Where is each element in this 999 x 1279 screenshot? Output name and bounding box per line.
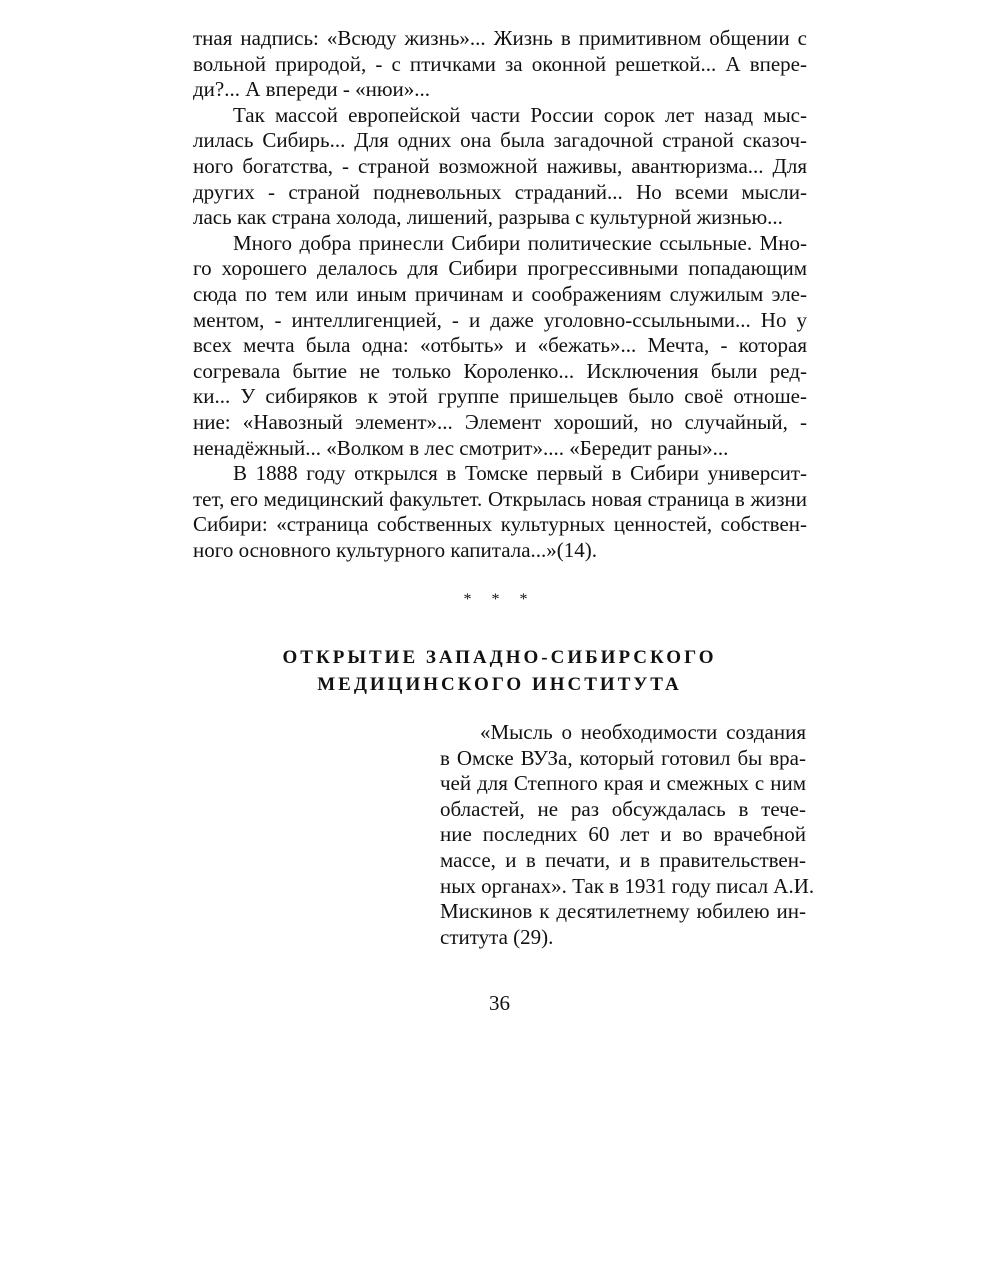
epigraph-line: массе, и в печати, и в правительствен- xyxy=(440,847,806,872)
epigraph xyxy=(440,720,815,950)
paragraph-1 xyxy=(193,26,807,103)
epigraph-line: ние последних 60 лет и во врачебной xyxy=(440,822,806,847)
page-number: 36 xyxy=(489,991,510,1015)
text-line: ди?... А впереди - «нюи»... xyxy=(193,77,431,102)
section-separator: * * * xyxy=(463,591,536,608)
text-line: тная надпись: «Всюду жизнь»... Жизнь в примитивном общении с xyxy=(193,26,807,50)
paragraph-2 xyxy=(193,103,807,231)
epigraph-line: ститута (29). xyxy=(440,924,554,949)
text-line: всех мечта была одна: «отбыть» и «бежать»... Мечта, - которая xyxy=(193,333,807,358)
body-text xyxy=(193,26,807,563)
text-line: Так массой европейской части России сорок лет назад мыс- xyxy=(233,102,807,127)
epigraph-line: «Мысль о необходимости создания xyxy=(480,720,806,744)
text-line: ного основного культурного капитала...»(14). xyxy=(193,537,598,562)
text-line: Сибири: «страница собственных культурных ценностей, собствен- xyxy=(193,512,807,537)
heading-line: МЕДИЦИНСКОГО ИНСТИТУТА xyxy=(317,674,682,695)
text-line: сюда по тем или иным причинам и соображениям служилым эле- xyxy=(193,281,807,306)
text-line: ки... У сибиряков к этой группе пришельцев было своё отноше- xyxy=(193,384,807,409)
paragraph-3 xyxy=(193,231,807,461)
epigraph-line: чей для Степного края и смежных с ним xyxy=(440,771,806,796)
epigraph-line: в Омске ВУЗа, который готовил бы вра- xyxy=(440,745,806,770)
text-line: го хорошего делалось для Сибири прогрессивными попадающим xyxy=(193,256,807,281)
text-line: согревала бытие не только Короленко... Исключения были ред- xyxy=(193,358,807,383)
section-heading xyxy=(0,644,999,698)
text-line: Много добра принесли Сибири политические ссыльные. Мно- xyxy=(233,230,807,255)
epigraph-line: Мискинов к десятилетнему юбилею ин- xyxy=(440,899,806,924)
epigraph-line: областей, не раз обсуждалась в тече- xyxy=(440,796,806,821)
text-line: ментом, - интеллигенцией, - и даже уголовно-ссыльными... Но у xyxy=(193,307,807,332)
text-line: других - страной подневольных страданий... Но всеми мысли- xyxy=(193,179,807,204)
text-line: тет, его медицинский факультет. Открылась новая страница в жизни xyxy=(193,486,807,511)
text-line: лась как страна холода, лишений, разрыва с культурной жизнью... xyxy=(193,205,783,230)
text-line: лилась Сибирь... Для одних она была загадочной страной сказоч- xyxy=(193,128,807,153)
text-line: ного богатства, - страной возможной наживы, авантюризма... Для xyxy=(193,153,807,178)
text-line: В 1888 году открылся в Томске первый в Сибири университ- xyxy=(233,461,807,486)
text-line: вольной природой, - с птичками за оконной решеткой... А впере- xyxy=(193,51,807,76)
paragraph-4 xyxy=(193,461,807,563)
epigraph-line: ных органах». Так в 1931 году писал А.И. xyxy=(440,873,815,898)
heading-line: ОТКРЫТИЕ ЗАПАДНО-СИБИРСКОГО xyxy=(282,647,717,668)
text-line: ние: «Навозный элемент»... Элемент хороший, но случайный, - xyxy=(193,409,807,434)
text-line: ненадёжный... «Волком в лес смотрит».... «Бередит раны»... xyxy=(193,435,729,460)
